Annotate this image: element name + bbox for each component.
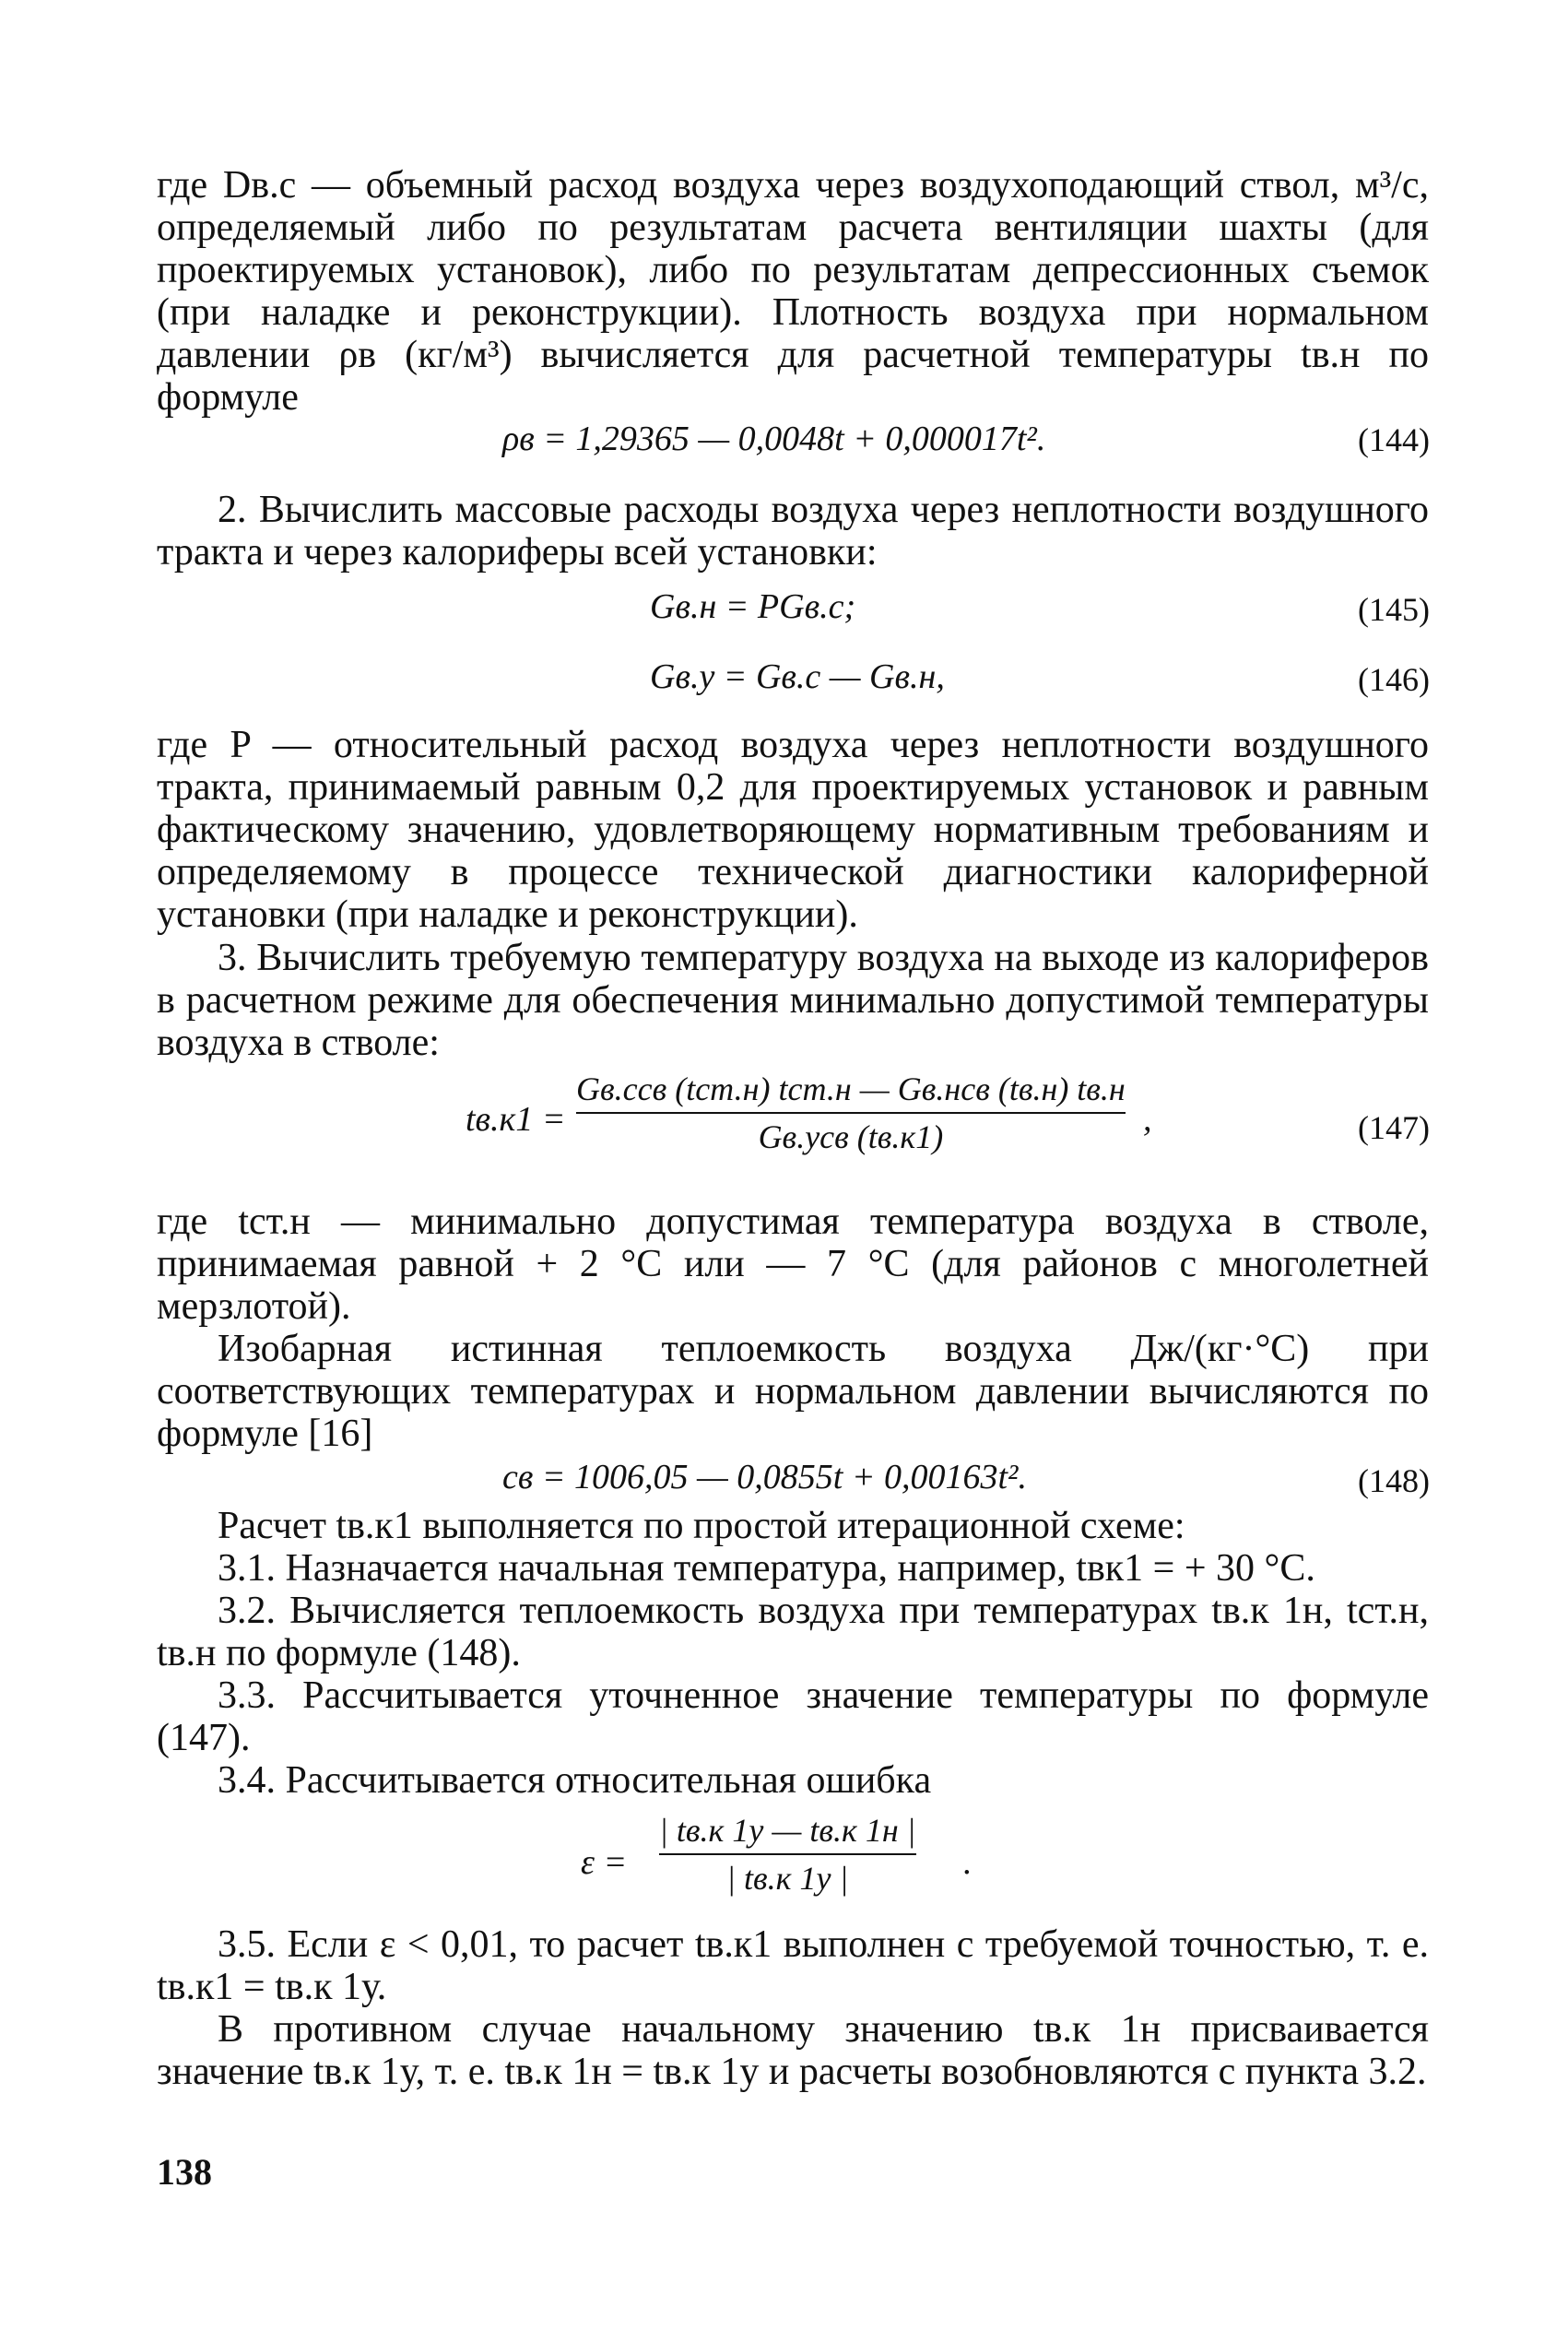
equation-number-148: (148) <box>1358 1462 1430 1499</box>
formula-145: Gв.н = PGв.с; <box>650 587 856 626</box>
paragraph-step-3: 3. Вычислить требуемую температуру воздуха на выходе из калориферов в расчетном режиме для обеспечения минимально допустимой температуры воздуха в стволе: <box>157 937 1429 1064</box>
formula-147-numerator: Gв.сcв (tст.н) tст.н — Gв.нcв (tв.н) tв.н <box>576 1070 1126 1107</box>
paragraph-volume-flow: где Dв.с — объемный расход воздуха через воздухоподающий ствол, м³/с, определяемый либо по результатам расчета вентиляции шахты (для проектируемых установок), либо по результатам депрессионных съемок (при наладке и реконструкции). Плотность воздуха при нормальном давлении ρв (кг/м³) вычисляется для расчетной температуры tв.н по формуле <box>157 164 1429 419</box>
formula-148: cв = 1006,05 — 0,0855t + 0,00163t². <box>502 1458 1027 1496</box>
paragraph-step-3-4: 3.4. Рассчитывается относительная ошибка <box>218 1759 932 1802</box>
formula-146: Gв.у = Gв.с — Gв.н, <box>650 657 945 696</box>
formula-144: ρв = 1,29365 — 0,0048t + 0,000017t². <box>502 420 1046 458</box>
formula-147-lhs: tв.к1 = <box>466 1100 566 1139</box>
equation-number-145: (145) <box>1358 591 1430 628</box>
equation-number-146: (146) <box>1358 661 1430 698</box>
formula-epsilon-bar <box>659 1853 916 1855</box>
formula-147-denominator: Gв.уcв (tв.к1) <box>758 1118 944 1155</box>
paragraph-otherwise: В противном случае начальному значению tв.к 1н присваивается значение tв.к 1у, т. е. tв.к 1н = tв.к 1у и расчеты возобновляются с пункта 3.2. <box>157 2008 1429 2093</box>
formula-epsilon-denominator: | tв.к 1у | <box>726 1860 849 1897</box>
equation-number-147: (147) <box>1358 1109 1430 1146</box>
paragraph-heat-capacity: Изобарная истинная теплоемкость воздуха Дж/(кг·°C) при соответствующих температурах и нормальном давлении вычисляются по формуле [16] <box>157 1328 1429 1455</box>
formula-147-bar <box>576 1112 1126 1114</box>
paragraph-step-3-1: 3.1. Назначается начальная температура, например, tвк1 = + 30 °C. <box>218 1547 1315 1590</box>
paragraph-relative-flow: где P — относительный расход воздуха через неплотности воздушного тракта, принимаемый равным 0,2 для проектируемых установок и равным фактическому значению, удовлетворяющему нормативным требованиям и определяемому в процессе технической диагностики калориферной установки (при наладке и реконструкции). <box>157 724 1429 936</box>
formula-epsilon-period: . <box>963 1843 973 1882</box>
formula-epsilon-numerator: | tв.к 1у — tв.к 1н | <box>659 1812 916 1849</box>
paragraph-step-3-2: 3.2. Вычисляется теплоемкость воздуха при температурах tв.к 1н, tст.н, tв.н по формуле (148). <box>157 1590 1429 1674</box>
paragraph-iteration: Расчет tв.к1 выполняется по простой итерационной схеме: <box>218 1505 1185 1547</box>
formula-epsilon-fraction <box>659 1811 916 1898</box>
paragraph-step-2: 2. Вычислить массовые расходы воздуха через неплотности воздушного тракта и через калориферы всей установки: <box>157 489 1429 574</box>
paragraph-step-3-5: 3.5. Если ε < 0,01, то расчет tв.к1 выполнен с требуемой точностью, т. е. tв.к1 = tв.к 1у. <box>157 1923 1429 2008</box>
paragraph-min-temp: где tст.н — минимально допустимая температура воздуха в стволе, принимаемая равной + 2 °C или — 7 °C (для районов с многолетней мерзлотой). <box>157 1200 1429 1328</box>
formula-147-fraction <box>576 1070 1126 1156</box>
paragraph-step-3-3: 3.3. Рассчитывается уточненное значение температуры по формуле (147). <box>157 1674 1429 1759</box>
page-number: 138 <box>157 2151 212 2193</box>
formula-epsilon-lhs: ε = <box>581 1843 628 1882</box>
formula-147-comma: , <box>1143 1100 1152 1139</box>
equation-number-144: (144) <box>1358 421 1430 458</box>
